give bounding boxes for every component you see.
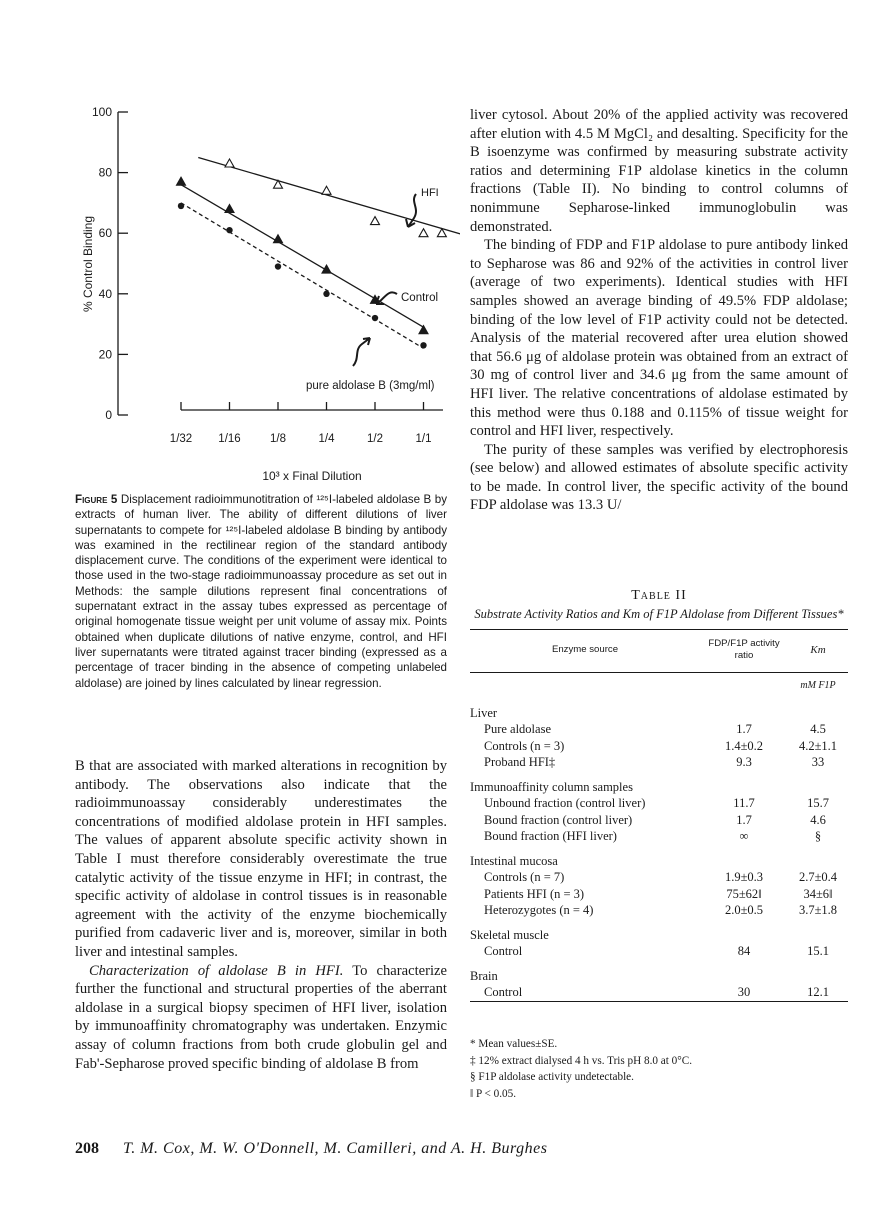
table-row	[470, 755, 848, 772]
footnote: § F1P aldolase activity undetectable.	[470, 1071, 634, 1083]
table-footnotes	[470, 1036, 848, 1102]
km-cell: 3.7±1.8	[798, 903, 838, 918]
left-paragraph-1: B that are associated with marked alterations in recognition by antibody. The observations also indicate that the radioimmunoassay considerably underestimates the concentrations of modified aldolase protein in HFI samples. The values of apparent absolute specific activity shown in Table I must therefore considerably overestimate the true catalytic activity of the tissue enzyme in HFI; in contrast, the specific activity of aldolase in control tissues is in reasonable agreement with the activity of the enzyme biochemically purified from cadaveric liver and is, moreover, similar in both liver and intestinal samples.	[75, 758, 447, 960]
table-row	[470, 944, 848, 961]
enzyme-source-cell: Patients HFI (n = 3)	[484, 886, 585, 901]
header-enzyme-source: Enzyme source	[551, 644, 619, 655]
header-km: Km	[810, 644, 826, 656]
km-cell: 15.1	[807, 944, 829, 959]
enzyme-source-cell: Control	[484, 985, 523, 1000]
data-point	[177, 177, 186, 185]
footnote: ‡ 12% extract dialysed 4 h vs. Tris pH 8.0 at 0°C.	[470, 1054, 692, 1067]
pure-pointer-arrow	[353, 338, 370, 366]
data-point	[226, 227, 232, 233]
table-grid	[470, 629, 848, 1002]
right-paragraph-3: The purity of these samples was verified by electrophoresis (see below) and allowed estimates of absolute specific activity to be made. In control liver, the specific activity of the bound FDP aldolase was 13.3 U/	[470, 441, 848, 514]
km-cell: 15.7	[807, 796, 829, 811]
activity-ratio-cell: 1.7	[736, 812, 752, 827]
km-cell: 4.5	[810, 722, 826, 737]
data-point	[225, 159, 234, 167]
table-row	[470, 738, 848, 755]
table-group-row	[470, 960, 848, 985]
y-tick-label: 60	[98, 226, 112, 241]
y-tick-label: 20	[98, 347, 112, 362]
table-row	[470, 829, 848, 846]
table-subtitle: Substrate Activity Ratios and Km of F1P Aldolase from Different Tissues*	[474, 607, 844, 621]
km-cell: 4.6	[810, 812, 826, 827]
figure-caption	[75, 492, 447, 691]
group-name: Intestinal mucosa	[470, 853, 558, 868]
activity-ratio-cell: 1.9±0.3	[724, 870, 764, 885]
x-ticks	[170, 402, 460, 445]
data-point	[372, 315, 378, 321]
control-label: Control	[401, 292, 439, 304]
table-row	[470, 985, 848, 1002]
y-tick-label: 100	[91, 105, 112, 119]
km-cell: 4.2±1.1	[798, 738, 838, 753]
series-layer	[177, 157, 461, 348]
footnote: * Mean values±SE.	[470, 1038, 558, 1050]
table-group-row	[470, 697, 848, 722]
caption-label: Figure 5	[75, 493, 118, 506]
header-activity-ratio: FDP/F1P activity ratio	[708, 638, 780, 661]
left-paragraph-2	[75, 962, 447, 1074]
activity-ratio-cell: 11.7	[733, 796, 755, 811]
table-row	[470, 722, 848, 739]
x-tick-label: 1/32	[169, 433, 193, 445]
table-ii	[470, 588, 848, 1002]
page-number: 208	[75, 1140, 99, 1157]
control-annotation	[376, 292, 438, 304]
x-tick-label: 1/16	[218, 433, 241, 445]
group-name: Immunoaffinity column samples	[470, 779, 633, 794]
hfi-annotation	[406, 187, 439, 227]
y-tick-label: 0	[105, 408, 112, 422]
data-point	[419, 326, 428, 334]
activity-ratio-cell: 9.3	[736, 755, 752, 770]
table-title: Table II	[631, 588, 687, 603]
km-cell: 12.1	[807, 985, 829, 1000]
series-control	[177, 177, 429, 333]
data-point	[371, 217, 380, 225]
table-group-row	[470, 919, 848, 944]
enzyme-source-cell: Heterozygotes (n = 4)	[484, 903, 594, 918]
group-name: Liver	[470, 705, 498, 720]
enzyme-source-cell: Proband HFI‡	[484, 755, 556, 770]
enzyme-source-cell: Control	[484, 944, 523, 959]
data-point	[275, 263, 281, 269]
table-body	[470, 673, 848, 1002]
data-point	[322, 186, 331, 194]
enzyme-source-cell: Controls (n = 7)	[484, 870, 565, 885]
x-tick-label: 1/4	[318, 433, 335, 445]
enzyme-source-cell: Controls (n = 3)	[484, 738, 565, 753]
control-pointer-arrow	[376, 292, 397, 304]
y-ticks	[92, 105, 128, 422]
x-tick-label: 1/2	[367, 433, 383, 445]
data-point	[420, 342, 426, 348]
table-row	[470, 796, 848, 813]
y-axis-label: % Control Binding	[81, 215, 95, 313]
x-tick-label: 1/8	[270, 433, 286, 445]
data-point	[323, 291, 329, 297]
authors: T. M. Cox, M. W. O'Donnell, M. Camilleri, and A. H. Burghes	[123, 1140, 548, 1157]
enzyme-source-cell: Bound fraction (control liver)	[484, 812, 633, 827]
km-cell: 34±6‖	[803, 886, 833, 901]
x-tick-label: 1/1	[415, 433, 432, 445]
table-group-row	[470, 771, 848, 796]
section-heading: Characterization of aldolase B in HFI.	[89, 962, 344, 979]
right-paragraph-1: liver cytosol. About 20% of the applied activity was recovered after elution with 4.5 M MgCl₂ and desalting. Specificity for the B isoenzyme was confirmed by measuring substrate activity ratios and determining F1P aldolase kinetics in the column fractions (Table II). No binding to control columns of nonimmune Sepharose-linked immunoglobulin was demonstrated.	[470, 107, 848, 235]
table-row	[470, 812, 848, 829]
activity-ratio-cell: 1.4±0.2	[724, 738, 764, 753]
page-footer	[75, 1140, 855, 1158]
series-pure	[178, 203, 427, 349]
enzyme-source-cell: Pure aldolase	[484, 722, 551, 737]
table-row	[470, 886, 848, 903]
caption-text: Displacement radioimmunotitration of ¹²⁵I-labeled aldolase B by extracts of human liver. The ability of different dilutions of liver supernatants to compete for ¹²⁵I-labeled aldolase B binding by antibody was examined in the rectilinear region of the standard antibody displacement curve. The conditions of the experiment were identical to those used in the two-stage radioimmunoassay procedure as set out in Methods: the sample dilutions represent final concentrations of supernatant extract in the assay tubes expressed as percentage of original homogenate tissue weight per unit volume of assay mix. Points obtained when duplicate dilutions of native enzyme, control, and HFI liver supernatants were titrated against tracer binding (expressed as a percentage of tracer binding in the absence of competing unlabeled aldolase) are joined by lines calculated by linear regression.	[75, 493, 447, 690]
activity-ratio-cell: 30	[737, 985, 751, 1000]
hfi-label: HFI	[421, 187, 439, 199]
footnote: ‖ P < 0.05.	[470, 1087, 517, 1100]
x-axis-label: 10³ x Final Dilution	[262, 469, 362, 483]
regression-line	[181, 203, 424, 348]
activity-ratio-cell: ∞	[739, 829, 749, 844]
activity-ratio-cell: 1.7	[736, 722, 752, 737]
right-paragraph-2: The binding of FDP and F1P aldolase to pure antibody linked to Sepharose was 86 and 92% of the activities in control liver (average of two experiments). Identical studies with HFI samples showed an average binding of 49.5% FDP aldolase; binding of the low level of F1P activity could not be detected. Analysis of the material recovered after urea elution showed that 56.6 μg of aldolase protein was obtained from an extract of 30 mg of control liver and 34.6 μg from the same amount of HFI liver. The relative concentrations of aldolase estimated by this method were thus 0.188 and 0.115% of tissue weight for control and HFI liver, respectively.	[470, 237, 848, 440]
table-row	[470, 903, 848, 920]
enzyme-source-cell: Unbound fraction (control liver)	[484, 796, 646, 811]
group-name: Brain	[470, 968, 498, 983]
data-point	[419, 229, 428, 237]
figure-5-chart	[70, 96, 460, 488]
activity-ratio-cell: 2.0±0.5	[724, 903, 764, 918]
enzyme-source-cell: Bound fraction (HFI liver)	[484, 829, 617, 844]
left-column-text	[75, 757, 447, 1073]
km-cell: §	[814, 829, 822, 844]
group-name: Skeletal muscle	[470, 927, 549, 942]
left-paragraph-2-body: To characterize further the functional and structural properties of the aberrant aldolase in a surgical biopsy specimen of HFI liver, isolation by immunoaffinity chromatography was undertaken. Enzymic assay of column fractions from both crude globulin gel and Fab'-Sepharose proved specific binding of aldolase B from	[75, 962, 447, 1072]
data-point	[225, 204, 234, 212]
data-point	[274, 235, 283, 243]
right-column-text	[470, 106, 848, 515]
data-point	[178, 203, 184, 209]
y-tick-label: 40	[98, 286, 112, 301]
y-tick-label: 80	[98, 165, 112, 180]
table-group-row	[470, 845, 848, 870]
km-cell: 33	[811, 755, 825, 770]
table-row	[470, 870, 848, 887]
activity-ratio-cell: 75±62‖	[726, 886, 762, 901]
units-label: mM F1P	[800, 679, 836, 691]
regression-line	[181, 185, 424, 327]
hfi-pointer-arrow	[406, 194, 416, 227]
pure-label: pure aldolase B (3mg/ml)	[306, 380, 435, 392]
km-cell: 2.7±0.4	[798, 870, 838, 885]
pure-annotation	[306, 338, 435, 392]
activity-ratio-cell: 84	[737, 944, 751, 959]
